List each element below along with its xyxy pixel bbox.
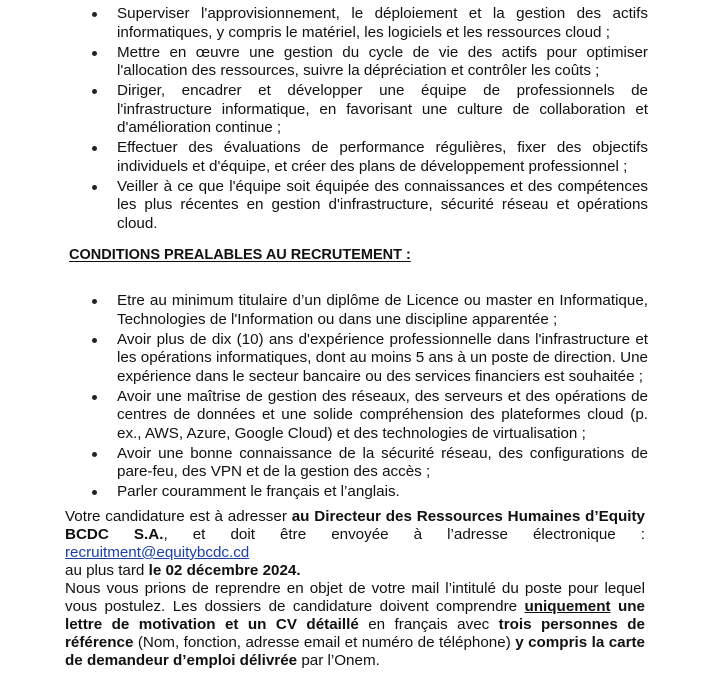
list-item-text: Mettre en œuvre une gestion du cycle de vie des actifs pour optimiser l'allocation des ressources, suivre la dépréciation et contrôler les coûts ; [117,43,648,79]
instructions-text: en français avec [358,616,499,633]
list-item [0,82,711,138]
instructions-text: (Nom, fonction, adresse email et numéro de téléphone) [133,634,516,651]
bullet-icon [92,452,97,457]
prerequisites-list [0,292,711,503]
responsibilities-list [0,5,711,235]
bullet-icon [92,490,97,495]
list-item-text: Avoir une bonne connaissance de la sécurité réseau, des configurations de pare-feu, des VPN et de la gestion des accès ; [117,444,648,480]
list-item [0,483,711,502]
list-item [0,388,711,444]
bullet-icon [92,146,97,151]
application-paragraph [65,508,645,580]
application-text: Votre candidature est à adresser [65,508,292,525]
emphasis-bold: une lettre de motivation et un CV détaillé [65,598,645,633]
bullet-icon [92,185,97,190]
application-text: au plus tard [65,562,149,579]
bullet-icon [92,89,97,94]
bullet-icon [92,299,97,304]
instructions-text: par l’Onem. [297,652,380,669]
bullet-icon [92,12,97,17]
list-item [0,292,711,329]
list-item-text: Effectuer des évaluations de performance régulières, fixer des objectifs individuels et d'équipe, et créer des plans de développement professionnel ; [117,139,648,175]
list-item [0,44,711,81]
list-item-text: Veiller à ce que l'équipe soit équipée des connaissances et des compétences les plus récentes en gestion d'infrastructure, sécurité réseau et opérations cloud. [117,177,648,232]
list-item [0,139,711,176]
deadline-bold: le 02 décembre 2024. [148,562,301,579]
application-text: , et doit être envoyée à l’adresse électronique : [163,526,645,543]
emphasis-bold: trois personnes de référence [65,616,645,651]
list-item-text: Etre au minimum titulaire d’un diplôme de Licence ou master en Informatique, Technologies de l'Information ou dans une discipline apparentée ; [117,292,648,328]
bullet-icon [92,395,97,400]
email-link[interactable]: recruitment@equitybcdc.cd [65,544,250,561]
instructions-paragraph [65,580,645,670]
list-item-text: Avoir une maîtrise de gestion des réseaux, des serveurs et des opérations de centres de données et une solide compréhension des plateformes cloud (p. ex., AWS, Azure, Google Cloud) et des technologies de virtualisation ; [117,387,648,442]
list-item [0,5,711,42]
list-item [0,331,711,387]
bullet-icon [92,51,97,56]
list-item-text: Diriger, encadrer et développer une équipe de professionnels de l'infrastructure informatique, en favorisant une culture de collaboration et d'amélioration continue ; [117,82,648,136]
list-item [0,178,711,234]
instructions-text: Nous vous prions de reprendre en objet de votre mail l’intitulé du poste pour lequel vous postulez. Les dossiers de candidature doivent comprendre [65,580,645,615]
emphasis-bold: y compris la carte de demandeur d’emploi délivrée [65,634,646,669]
bullet-icon [92,338,97,343]
emphasis-underlined: uniquement [524,598,611,615]
list-item-text: Parler couramment le français et l’anglais. [117,483,400,500]
list-item [0,445,711,482]
recipient-bold: au Directeur des Ressources Humaines d’Equity BCDC S.A. [65,508,645,543]
section-heading: CONDITIONS PREALABLES AU RECRUTEMENT : [69,247,411,263]
list-item-text: Superviser l'approvisionnement, le déploiement et la gestion des actifs informatiques, y compris le matériel, les logiciels et les ressources cloud ; [117,5,648,41]
list-item-text: Avoir plus de dix (10) ans d'expérience professionnelle dans l'infrastructure et les opérations informatiques, dont au moins 5 ans à un poste de direction. Une expérience dans le secteur bancaire ou des services financiers est souhaitée ; [117,330,648,385]
